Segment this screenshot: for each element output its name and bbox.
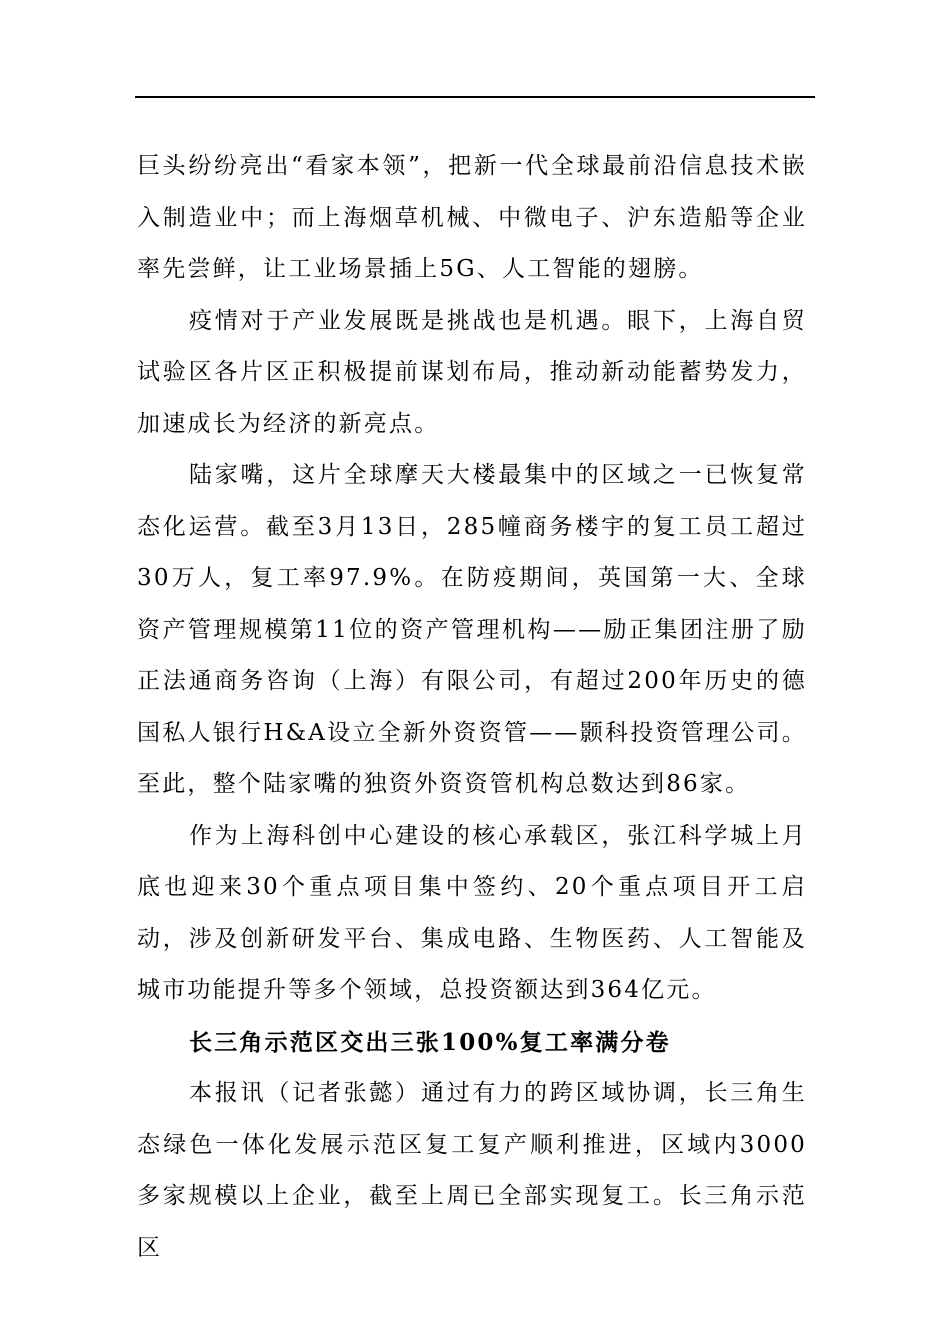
paragraph-1: 巨头纷纷亮出“看家本领”，把新一代全球最前沿信息技术嵌入制造业中；而上海烟草机械、中微电子、沪东造船等企业率先尝鲜，让工业场景插上5G、人工智能的翅膀。 xyxy=(137,153,807,282)
paragraph-6: 本报讯（记者张懿）通过有力的跨区域协调，长三角生态绿色一体化发展示范区复工复产顺利推进，区域内3000多家规模以上企业，截至上周已全部实现复工。长三角示范区 xyxy=(137,1080,807,1261)
paragraph-2: 疫情对于产业发展既是挑战也是机遇。眼下，上海自贸试验区各片区正积极提前谋划布局，推动新动能蓄势发力，加速成长为经济的新亮点。 xyxy=(137,307,807,437)
header-rule xyxy=(135,96,815,98)
document-body xyxy=(137,141,807,1274)
paragraph-4: 作为上海科创中心建设的核心承载区，张江科学城上月底也迎来30个重点项目集中签约、20个重点项目开工启动，涉及创新研发平台、集成电路、生物医药、人工智能及城市功能提升等多个领域，总投资额达到364亿元。 xyxy=(137,822,807,1003)
section-heading: 长三角示范区交出三张100%复工率满分卷 xyxy=(189,1028,671,1056)
paragraph-3: 陆家嘴，这片全球摩天大楼最集中的区域之一已恢复常态化运营。截至3月13日，285幢商务楼宇的复工员工超过30万人，复工率97.9%。在防疫期间，英国第一大、全球资产管理规模第11位的资产管理机构——励正集团注册了励正法通商务咨询（上海）有限公司，有超过200年历史的德国私人银行H&A设立全新外资资管——颢科投资管理公司。至此，整个陆家嘴的独资外资资管机构总数达到86家。 xyxy=(137,462,807,797)
